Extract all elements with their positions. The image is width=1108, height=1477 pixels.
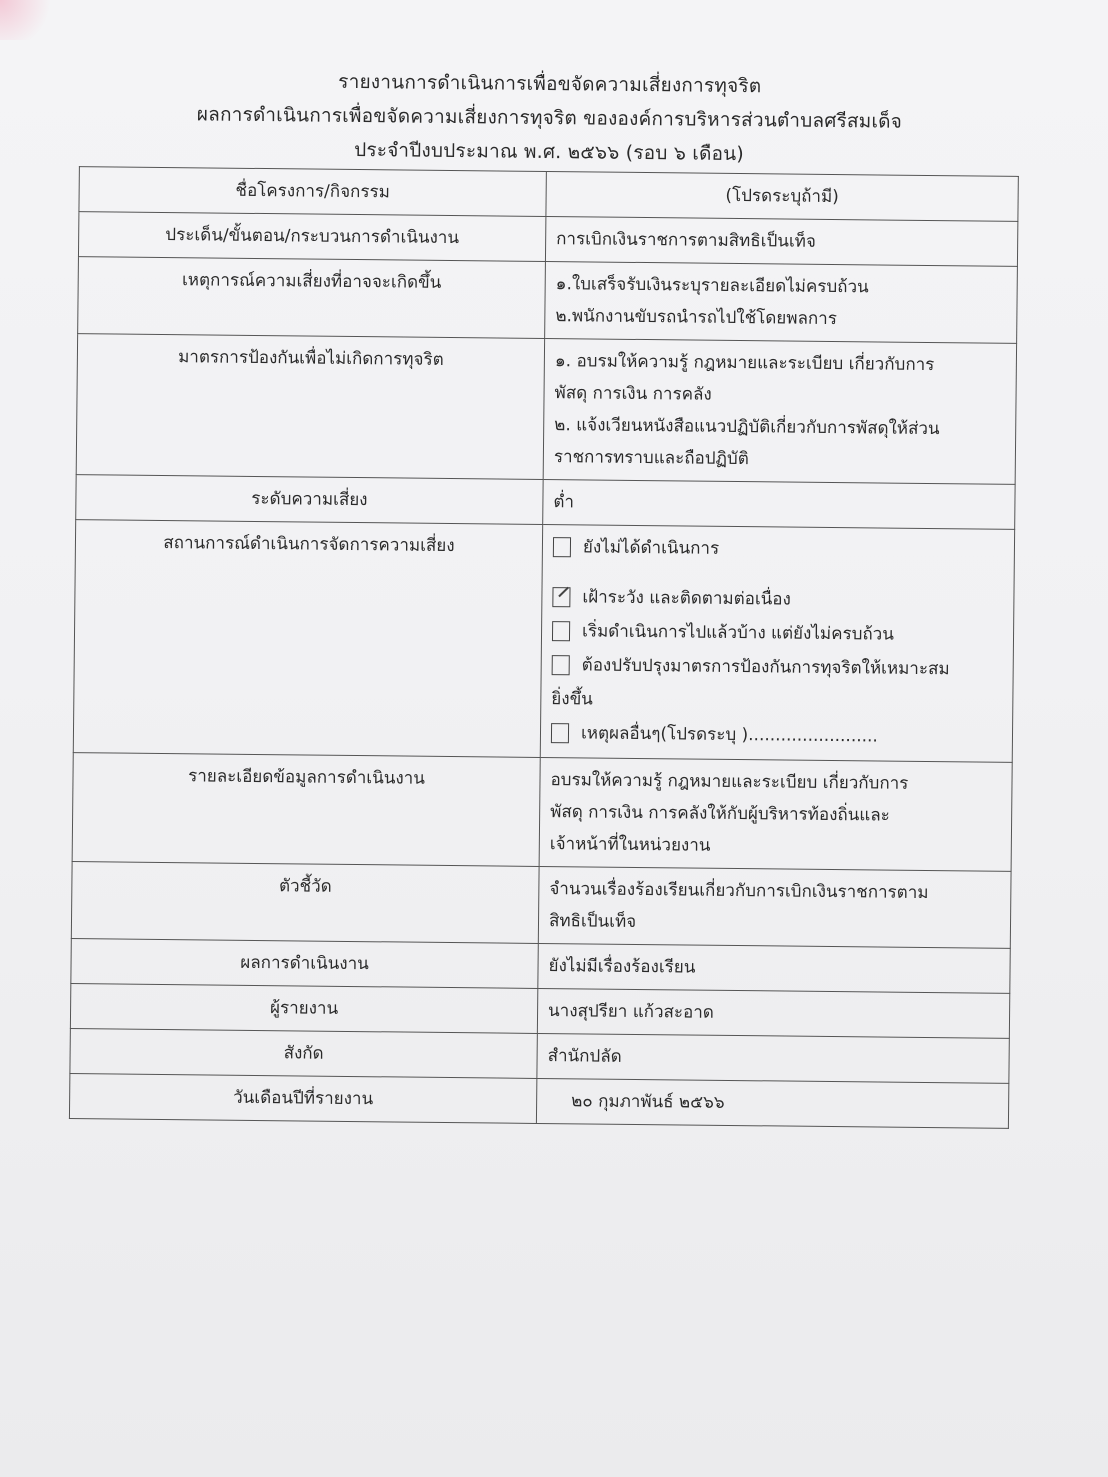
details-line: เจ้าหน้าที่ในหน่วยงาน [549, 834, 711, 856]
result-label: ผลการดำเนินงาน [71, 939, 538, 989]
prevention-label: มาตรการป้องกันเพื่อไม่เกิดการทุจริต [76, 334, 544, 480]
risk-level-value: ต่ำ [543, 479, 1015, 529]
checkbox-unchecked[interactable] [552, 621, 570, 641]
reporter-label: ผู้รายงาน [70, 984, 537, 1034]
row-report-date [69, 1074, 1008, 1129]
status-option [551, 717, 1002, 754]
row-prevention [76, 334, 1016, 485]
affiliation-value: สำนักปลัด [537, 1033, 1009, 1083]
result-value: ยังไม่มีเรื่องร้องเรียน [538, 943, 1010, 993]
corner-tint [0, 0, 60, 40]
checkbox-unchecked[interactable] [552, 655, 570, 675]
report-table [69, 166, 1019, 1129]
affiliation-label: สังกัด [70, 1029, 537, 1079]
indicator-line: สิทธิเป็นเท็จ [548, 911, 637, 932]
checkbox-unchecked[interactable] [551, 723, 569, 743]
prevention-line: พัสดุ การเงิน การคลัง [554, 383, 712, 405]
row-indicator [71, 862, 1011, 949]
row-risk-event [78, 257, 1018, 344]
row-details [72, 753, 1012, 872]
report-date-label: วันเดือนปีที่รายงาน [69, 1074, 536, 1124]
report-date-value: ๒๐ กุมภาพันธ์ ๒๕๖๖ [536, 1078, 1008, 1128]
status-option-text: เฝ้าระวัง และติดตามต่อเนื่อง [582, 587, 791, 610]
reporter-value: นางสุปรียา แก้วสะอาด [537, 988, 1009, 1038]
status-label: สถานการณ์ดำเนินการจัดการความเสี่ยง [73, 520, 542, 758]
details-label: รายละเอียดข้อมูลการดำเนินงาน [72, 753, 540, 867]
details-value [539, 757, 1012, 871]
process-label: ประเด็น/ขั้นตอน/กระบวนการดำเนินงาน [78, 212, 545, 262]
report-period: ประจำปีงบประมาณ พ.ศ. ๒๕๖๖ (รอบ ๖ เดือน) [354, 138, 745, 166]
project-value: (โปรดระบุถ้ามี) [546, 171, 1018, 221]
status-option-text: เริ่มดำเนินการไปแล้วบ้าง แต่ยังไม่ครบถ้วน [581, 621, 894, 645]
status-option-continuation: ยิ่งขึ้น [551, 689, 593, 710]
status-option [552, 581, 1003, 618]
report-page [59, 62, 1030, 1129]
status-option [552, 615, 1003, 652]
risk-event-label: เหตุการณ์ความเสี่ยงที่อาจจะเกิดขึ้น [78, 257, 546, 339]
details-line: อบรมให้ความรู้ กฎหมายและระเบียบ เกี่ยวกับการ [550, 770, 909, 794]
indicator-value [538, 866, 1011, 948]
checkbox-checked[interactable] [552, 587, 570, 607]
report-subtitle: ผลการดำเนินการเพื่อขจัดความเสี่ยงการทุจริต ขององค์การบริหารส่วนตำบลศรีสมเด็จ [196, 103, 903, 133]
status-option-text: ต้องปรับปรุงมาตรการป้องกันการทุจริตให้เหมาะสม [581, 655, 950, 680]
risk-level-label: ระดับความเสี่ยง [76, 475, 543, 525]
indicator-line: จำนวนเรื่องร้องเรียนเกี่ยวกับการเบิกเงินราชการตาม [549, 879, 929, 904]
risk-event-line: ๑.ใบเสร็จรับเงินระบุรายละเอียดไม่ครบถ้วน [555, 274, 869, 298]
process-value: การเบิกเงินราชการตามสิทธิเป็นเท็จ [545, 216, 1017, 266]
checkbox-unchecked[interactable] [553, 537, 571, 557]
status-option [553, 531, 1004, 568]
row-status [73, 520, 1014, 763]
status-option-text: ยังไม่ได้ดำเนินการ [582, 537, 720, 559]
prevention-value [543, 338, 1016, 484]
status-options [540, 524, 1014, 762]
prevention-line: ๒. แจ้งเวียนหนังสือแนวปฏิบัติเกี่ยวกับการพัสดุให้ส่วน [554, 415, 940, 440]
risk-event-value [545, 261, 1018, 343]
indicator-label: ตัวชี้วัด [71, 862, 539, 944]
status-option-text: เหตุผลอื่นๆ(โปรดระบุ )........................ [580, 723, 878, 747]
status-option [552, 649, 1003, 686]
report-title: รายงานการดำเนินการเพื่อขจัดความเสี่ยงการทุจริต [338, 70, 762, 98]
risk-event-line: ๒.พนักงานขับรถนำรถไปใช้โดยพลการ [555, 306, 837, 330]
prevention-line: ๑. อบรมให้ความรู้ กฎหมายและระเบียบ เกี่ยวกับการ [554, 351, 935, 376]
details-line: พัสดุ การเงิน การคลังให้กับผู้บริหารท้องถิ่นและ [550, 802, 890, 826]
prevention-line: ราชการทราบและถือปฏิบัติ [553, 447, 749, 470]
project-label: ชื่อโครงการ/กิจกรรม [79, 167, 546, 217]
